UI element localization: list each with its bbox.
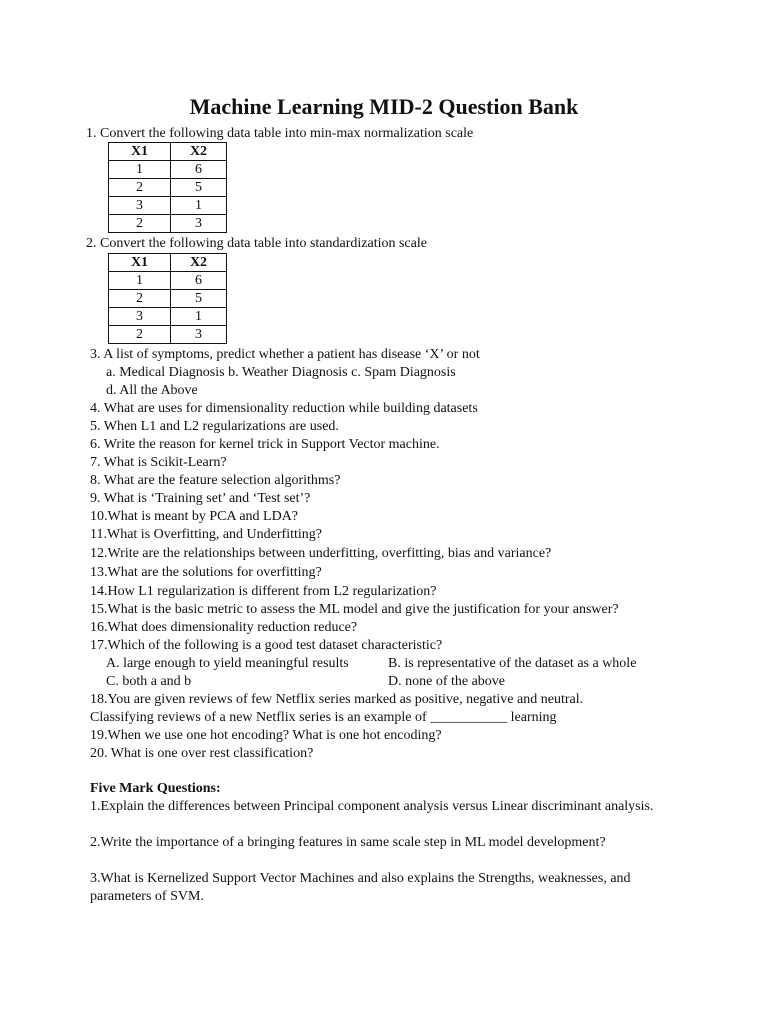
table-cell: 2 xyxy=(109,215,171,233)
table-row xyxy=(109,272,227,290)
question-13: 13.What are the solutions for overfitting? xyxy=(90,565,322,580)
column-header-x1: X1 xyxy=(109,254,171,272)
five-mark-heading: Five Mark Questions: xyxy=(90,781,221,796)
question-15: 15.What is the basic metric to assess the ML model and give the justification for your answer? xyxy=(90,602,619,617)
table-cell: 5 xyxy=(171,290,227,308)
table-row xyxy=(109,326,227,344)
question-9: 9. What is ‘Training set’ and ‘Test set’? xyxy=(90,491,311,506)
table-cell: 2 xyxy=(109,326,171,344)
table-header-row xyxy=(109,143,227,161)
data-table-2 xyxy=(108,253,227,344)
data-table-1 xyxy=(108,142,227,233)
table-cell: 1 xyxy=(109,272,171,290)
question-8: 8. What are the feature selection algorithms? xyxy=(90,473,341,488)
question-16: 16.What does dimensionality reduction reduce? xyxy=(90,620,358,635)
question-10: 10.What is meant by PCA and LDA? xyxy=(90,509,299,524)
question-11: 11.What is Overfitting, and Underfitting? xyxy=(90,527,322,542)
column-header-x1: X1 xyxy=(109,143,171,161)
table-cell: 3 xyxy=(171,215,227,233)
table-cell: 6 xyxy=(171,161,227,179)
question-20: 20. What is one over rest classification? xyxy=(90,746,314,761)
table-cell: 1 xyxy=(171,308,227,326)
question-3-options-line-1: a. Medical Diagnosis b. Weather Diagnosis c. Spam Diagnosis xyxy=(106,365,456,380)
column-header-x2: X2 xyxy=(171,254,227,272)
five-mark-question-1: 1.Explain the differences between Principal component analysis versus Linear discriminant analysis. xyxy=(90,799,654,814)
table-cell: 1 xyxy=(171,197,227,215)
table-row xyxy=(109,161,227,179)
table-row xyxy=(109,197,227,215)
table-cell: 2 xyxy=(109,179,171,197)
table-cell: 3 xyxy=(109,197,171,215)
column-header-x2: X2 xyxy=(171,143,227,161)
table-cell: 5 xyxy=(171,179,227,197)
table-row xyxy=(109,215,227,233)
five-mark-question-3: 3.What is Kernelized Support Vector Machines and also explains the Strengths, weaknesses, and parameters of SVM. xyxy=(90,871,631,904)
question-3: 3. A list of symptoms, predict whether a patient has disease ‘X’ or not xyxy=(90,347,480,362)
question-3-options-line-2: d. All the Above xyxy=(106,383,198,398)
question-6: 6. Write the reason for kernel trick in Support Vector machine. xyxy=(90,437,440,452)
five-mark-question-2: 2.Write the importance of a bringing features in same scale step in ML model development? xyxy=(90,835,606,850)
question-17-option-b: B. is representative of the dataset as a whole xyxy=(388,656,637,671)
question-5: 5. When L1 and L2 regularizations are used. xyxy=(90,419,339,434)
question-12: 12.Write are the relationships between underfitting, overfitting, bias and variance? xyxy=(90,546,552,561)
table-row xyxy=(109,308,227,326)
table-row xyxy=(109,290,227,308)
table-cell: 3 xyxy=(171,326,227,344)
table-cell: 6 xyxy=(171,272,227,290)
question-17-option-c: C. both a and b xyxy=(106,674,192,689)
page-title: Machine Learning MID-2 Question Bank xyxy=(189,94,579,119)
question-14: 14.How L1 regularization is different from L2 regularization? xyxy=(90,584,437,599)
table-header-row xyxy=(109,254,227,272)
table-row xyxy=(109,179,227,197)
question-18-line-2: Classifying reviews of a new Netflix series is an example of ___________ learning xyxy=(90,710,557,725)
question-4: 4. What are uses for dimensionality reduction while building datasets xyxy=(90,401,478,416)
question-17: 17.Which of the following is a good test dataset characteristic? xyxy=(90,638,443,653)
question-17-option-d: D. none of the above xyxy=(388,674,506,689)
question-7: 7. What is Scikit-Learn? xyxy=(90,455,227,470)
table-cell: 2 xyxy=(109,290,171,308)
question-2: 2. Convert the following data table into standardization scale xyxy=(86,236,427,251)
question-17-option-a: A. large enough to yield meaningful results xyxy=(106,656,349,671)
question-1: 1. Convert the following data table into min-max normalization scale xyxy=(86,126,474,141)
question-19: 19.When we use one hot encoding? What is one hot encoding? xyxy=(90,728,442,743)
table-cell: 1 xyxy=(109,161,171,179)
question-18-line-1: 18.You are given reviews of few Netflix series marked as positive, negative and neutral. xyxy=(90,692,584,707)
table-cell: 3 xyxy=(109,308,171,326)
